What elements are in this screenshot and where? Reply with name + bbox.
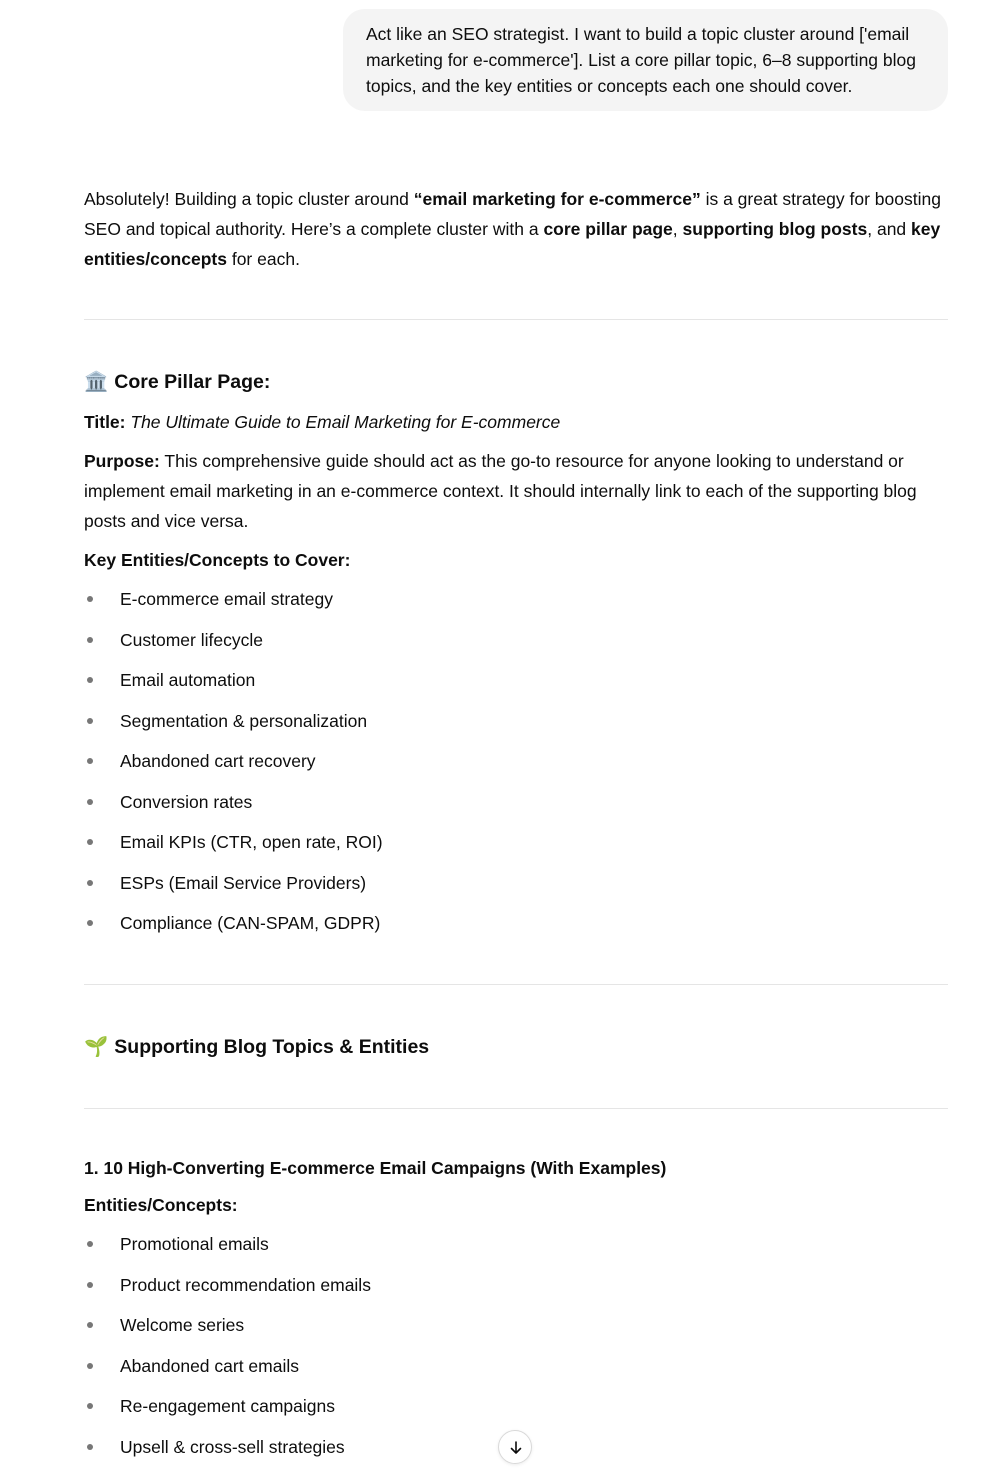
bullet-icon <box>87 799 93 805</box>
supporting-heading-text: Supporting Blog Topics & Entities <box>114 1033 429 1061</box>
pillar-title <box>84 407 948 437</box>
intro-bold-1: “email marketing for e-commerce” <box>414 189 701 209</box>
bullet-icon <box>87 758 93 764</box>
intro-text-5: for each. <box>227 249 300 269</box>
classical-building-icon: 🏛️ <box>84 368 108 396</box>
pillar-heading <box>84 368 270 396</box>
bullet-icon <box>87 637 93 643</box>
purpose-label: Purpose: <box>84 451 160 471</box>
purpose-value: This comprehensive guide should act as the go-to resource for anyone looking to understand or implement email marketing in an e-commerce context. It should internally link to each of the supporting blog posts and vice versa. <box>84 451 917 531</box>
intro-paragraph <box>84 184 948 274</box>
divider <box>84 319 948 320</box>
list-item: Upsell & cross-sell strategies <box>84 1432 371 1472</box>
divider <box>84 984 948 985</box>
list-item: Email automation <box>84 665 383 706</box>
scroll-to-bottom-button[interactable] <box>498 1430 532 1464</box>
bullet-icon <box>87 920 93 926</box>
bullet-icon <box>87 596 93 602</box>
user-message-bubble <box>343 9 948 111</box>
intro-bold-2: core pillar page <box>543 219 672 239</box>
bullet-icon <box>87 1282 93 1288</box>
title-value: The Ultimate Guide to Email Marketing for E-commerce <box>130 412 560 432</box>
bullet-icon <box>87 1363 93 1369</box>
pillar-purpose <box>84 446 948 536</box>
seedling-icon: 🌱 <box>84 1033 108 1061</box>
topic-1-title: 1. 10 High-Converting E-commerce Email Campaigns (With Examples) <box>84 1154 666 1182</box>
list-item: Customer lifecycle <box>84 625 383 666</box>
intro-text-2: is a great strategy for boosting SEO and topical authority. Here’s a complete cluster with a <box>84 189 941 239</box>
bullet-icon <box>87 718 93 724</box>
intro-text-3: , <box>673 219 683 239</box>
topic-1-entities-label: Entities/Concepts: <box>84 1190 948 1220</box>
bullet-icon <box>87 1403 93 1409</box>
arrow-down-icon <box>508 1440 524 1456</box>
list-item: Promotional emails <box>84 1229 371 1270</box>
title-label: Title: <box>84 412 126 432</box>
intro-bold-3: supporting blog posts <box>683 219 868 239</box>
pillar-entities-list <box>84 584 383 949</box>
list-item: Welcome series <box>84 1310 371 1351</box>
list-item: E-commerce email strategy <box>84 584 383 625</box>
bullet-icon <box>87 839 93 845</box>
intro-text-1: Absolutely! Building a topic cluster around <box>84 189 414 209</box>
bullet-icon <box>87 1444 93 1450</box>
list-item: Abandoned cart emails <box>84 1351 371 1392</box>
bullet-icon <box>87 1322 93 1328</box>
pillar-entities-label: Key Entities/Concepts to Cover: <box>84 545 948 575</box>
intro-bold-4: key entities/concepts <box>84 219 940 269</box>
supporting-heading <box>84 1033 429 1061</box>
list-item: Re-engagement campaigns <box>84 1391 371 1432</box>
list-item: Conversion rates <box>84 787 383 828</box>
bullet-icon <box>87 1241 93 1247</box>
topic-1-entities-list <box>84 1229 371 1472</box>
pillar-heading-text: Core Pillar Page: <box>114 368 270 396</box>
list-item: Abandoned cart recovery <box>84 746 383 787</box>
list-item: Email KPIs (CTR, open rate, ROI) <box>84 827 383 868</box>
list-item: Product recommendation emails <box>84 1270 371 1311</box>
list-item: Segmentation & personalization <box>84 706 383 747</box>
bullet-icon <box>87 677 93 683</box>
intro-text-4: , and <box>867 219 911 239</box>
user-message-text: Act like an SEO strategist. I want to build a topic cluster around ['email marketing for e-commerce']. List a core pillar topic, 6–8 supporting blog topics, and the key entities or concepts each one should cover. <box>366 24 916 96</box>
list-item: Compliance (CAN-SPAM, GDPR) <box>84 908 383 949</box>
list-item: ESPs (Email Service Providers) <box>84 868 383 909</box>
divider <box>84 1108 948 1109</box>
bullet-icon <box>87 880 93 886</box>
